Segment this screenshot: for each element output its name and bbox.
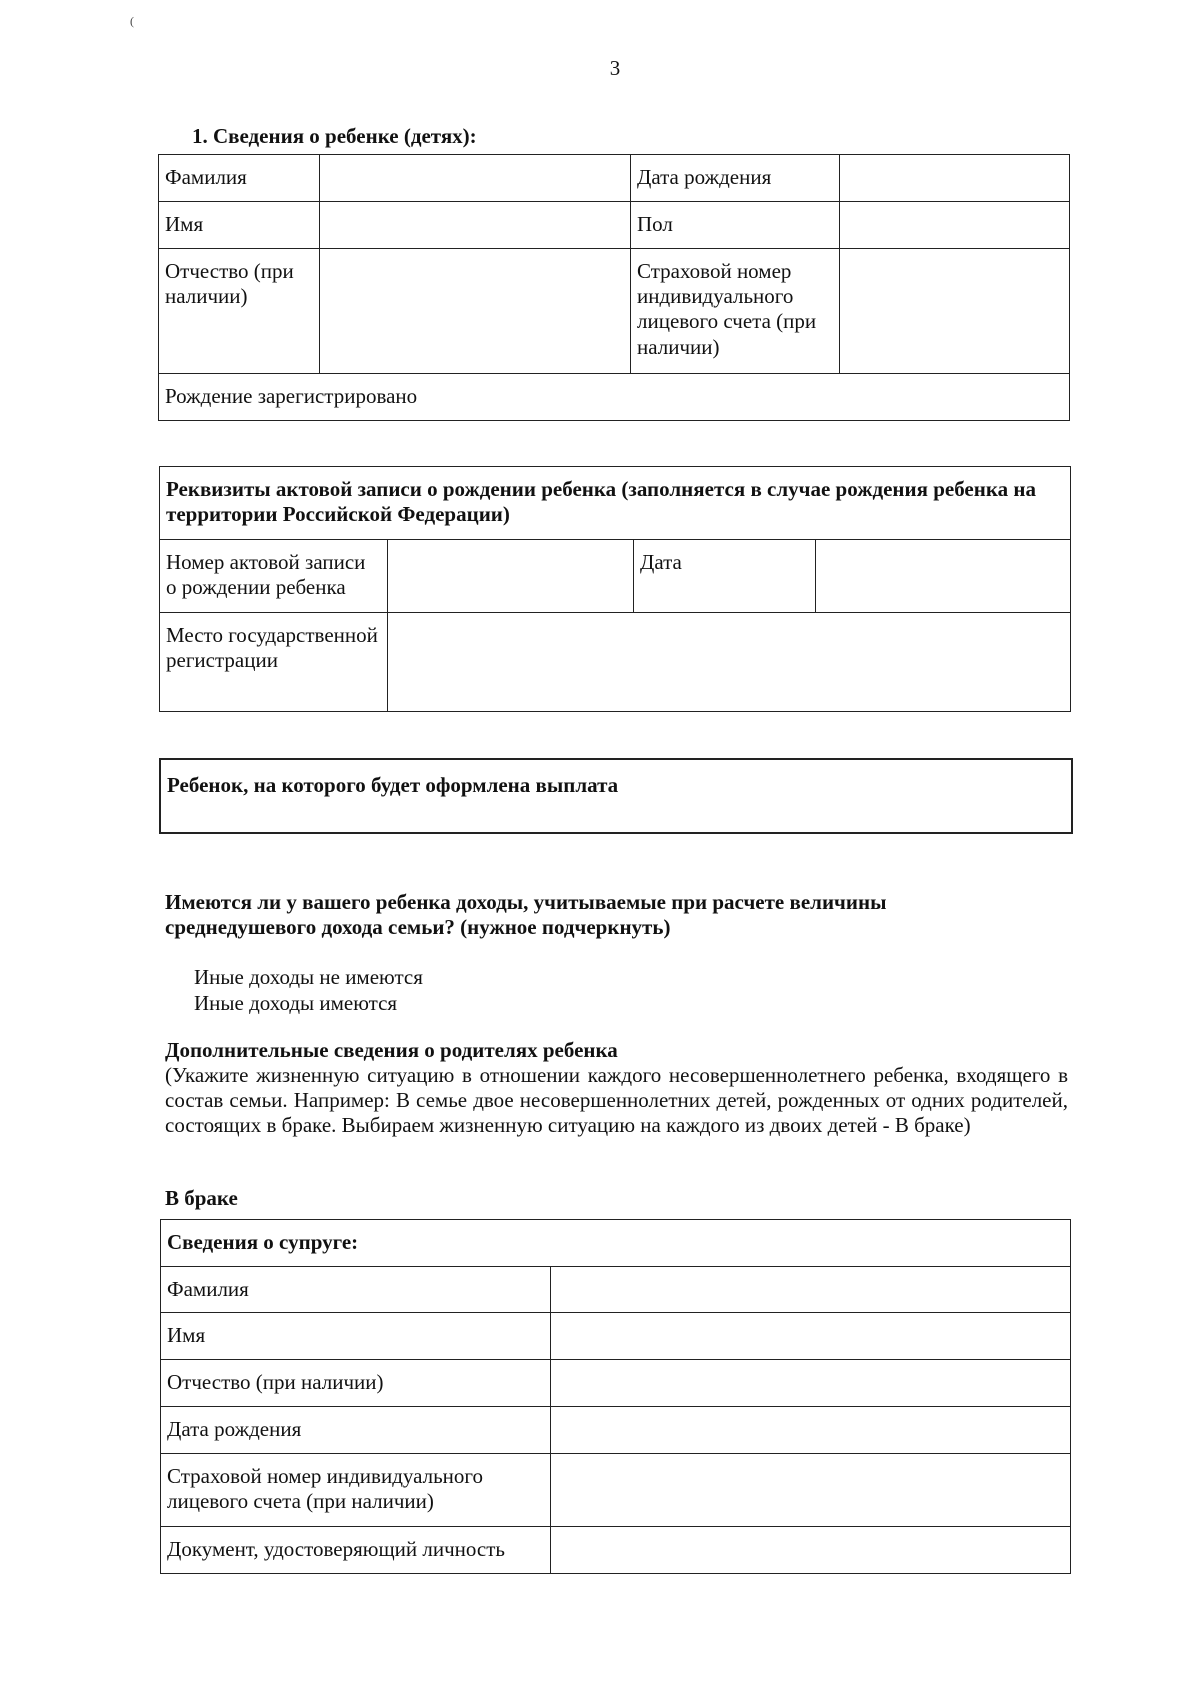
child-name-label: Имя — [159, 202, 320, 249]
payment-child-box[interactable] — [159, 758, 1073, 834]
record-number-label: Номер актовой записи о рождении ребенка — [160, 540, 388, 613]
child-snils-label: Страховой номер индивидуального лицевого счета (при наличии) — [631, 249, 840, 374]
record-number-field[interactable] — [388, 540, 634, 613]
spouse-birth-date-field[interactable] — [551, 1407, 1071, 1454]
spouse-snils-label: Страховой номер индивидуального лицевого счета (при наличии) — [161, 1454, 551, 1527]
parents-info-description: (Укажите жизненную ситуацию в отношении каждого несовершеннолетнего ребенка, входящего в состав семьи. Например: В семье двое несовершеннолетних детей, рожденных от одних родителей, состоящих в браке. Выбираем жизненную ситуацию на каждого из двоих детей - В браке) — [165, 1063, 1068, 1138]
parents-info-title: Дополнительные сведения о родителях ребенка — [165, 1038, 618, 1062]
child-patronymic-field[interactable] — [320, 249, 631, 374]
income-option-yes[interactable]: Иные доходы имеются — [194, 991, 398, 1015]
child-info-table — [158, 154, 1070, 421]
birth-registered-label: Рождение зарегистрировано — [159, 374, 1070, 421]
child-sex-label: Пол — [631, 202, 840, 249]
income-question: Имеются ли у вашего ребенка доходы, учитываемые при расчете величины среднедушевого дохода семьи? (нужное подчеркнуть) — [165, 890, 887, 940]
page-number: 3 — [609, 56, 621, 80]
spouse-patronymic-field[interactable] — [551, 1360, 1071, 1407]
income-option-no[interactable]: Иные доходы не имеются — [194, 965, 423, 989]
child-name-field[interactable] — [320, 202, 631, 249]
scan-mark: ( — [130, 14, 134, 28]
spouse-id-document-label: Документ, удостоверяющий личность — [161, 1527, 551, 1574]
spouse-surname-field[interactable] — [551, 1267, 1071, 1313]
spouse-birth-date-label: Дата рождения — [161, 1407, 551, 1454]
child-birth-date-label: Дата рождения — [631, 155, 840, 202]
child-sex-field[interactable] — [840, 202, 1070, 249]
payment-child-label: Ребенок, на которого будет оформлена выплата — [167, 773, 619, 797]
child-patronymic-label: Отчество (при наличии) — [159, 249, 320, 374]
registration-place-field[interactable] — [388, 613, 1071, 712]
spouse-name-field[interactable] — [551, 1313, 1071, 1360]
married-title: В браке — [165, 1186, 238, 1210]
child-birth-date-field[interactable] — [840, 155, 1070, 202]
registration-place-label: Место государственной регистрации — [160, 613, 388, 712]
record-date-field[interactable] — [816, 540, 1071, 613]
spouse-surname-label: Фамилия — [161, 1267, 551, 1313]
spouse-info-table — [160, 1219, 1071, 1574]
spouse-patronymic-label: Отчество (при наличии) — [161, 1360, 551, 1407]
record-date-label: Дата — [634, 540, 816, 613]
section1-title: 1. Сведения о ребенке (детях): — [192, 124, 477, 148]
spouse-table-header: Сведения о супруге: — [161, 1220, 1071, 1267]
birth-record-table — [159, 466, 1071, 712]
child-surname-label: Фамилия — [159, 155, 320, 202]
birth-record-header: Реквизиты актовой записи о рождении ребенка (заполняется в случае рождения ребенка на территории Российской Федерации) — [160, 467, 1071, 540]
spouse-name-label: Имя — [161, 1313, 551, 1360]
spouse-id-document-field[interactable] — [551, 1527, 1071, 1574]
spouse-snils-field[interactable] — [551, 1454, 1071, 1527]
child-snils-field[interactable] — [840, 249, 1070, 374]
child-surname-field[interactable] — [320, 155, 631, 202]
